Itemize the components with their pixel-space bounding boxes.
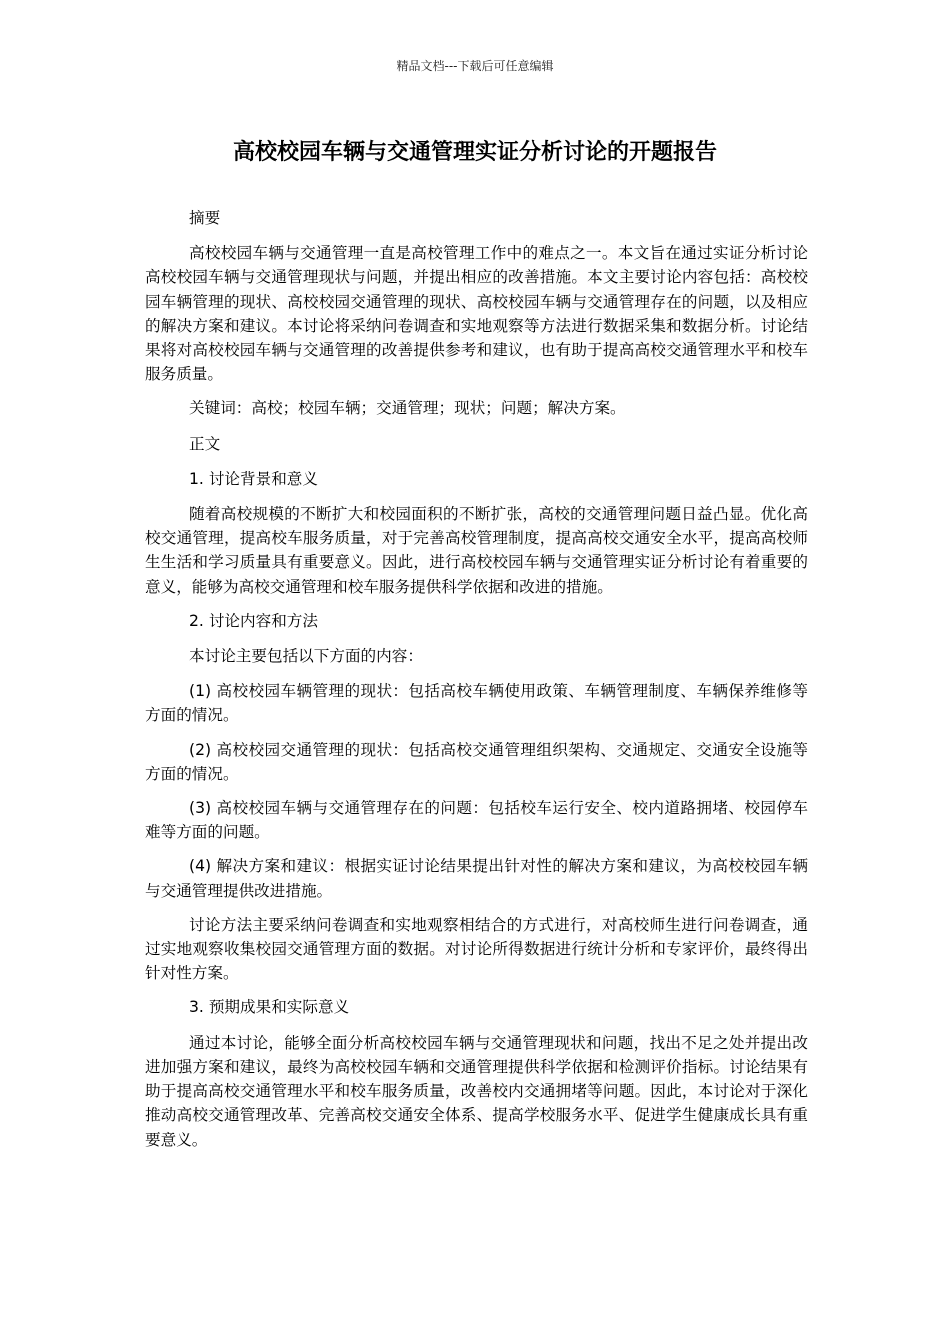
document-body [145, 206, 808, 1162]
section-2-intro: 本讨论主要包括以下方面的内容： [189, 647, 423, 666]
abstract-heading: 摘要 [189, 209, 221, 227]
section-1-paragraph: 随着高校规模的不断扩大和校园面积的不断扩张，高校的交通管理问题日益凸显。优化高校交通管理，提高校车服务质量，对于完善高校管理制度，提高高校交通安全水平，提高高校师生生活和学习质量具有重要意义。因此，进行高校校园车辆与交通管理实证分析讨论有着重要的意义，能够为高校交通管理和校车服务提供科学依据和改进的措施。 [145, 505, 808, 596]
section-3-paragraph: 通过本讨论，能够全面分析高校校园车辆与交通管理现状和问题，找出不足之处并提出改进加强方案和建议，最终为高校校园车辆和交通管理提供科学依据和检测评价指标。讨论结果有助于提高高校交通管理水平和校车服务质量，改善校内交通拥堵等问题。因此，本讨论对于深化推动高校交通管理改革、完善高校交通安全体系、提高学校服务水平、促进学生健康成长具有重要意义。 [145, 1033, 808, 1149]
section-2-item-3: (3) 高校校园车辆与交通管理存在的问题：包括校车运行安全、校内道路拥堵、校园停车难等方面的问题。 [145, 799, 808, 842]
section-2-heading: 2. 讨论内容和方法 [189, 611, 318, 630]
body-heading: 正文 [189, 434, 221, 453]
header-note: 精品文档---下载后可任意编辑 [396, 59, 554, 73]
keywords-line: 关键词：高校；校园车辆；交通管理；现状；问题；解决方案。 [189, 399, 626, 418]
section-1-heading: 1. 讨论背景和意义 [189, 469, 318, 488]
abstract-paragraph: 高校校园车辆与交通管理一直是高校管理工作中的难点之一。本文旨在通过实证分析讨论高校校园车辆与交通管理现状与问题，并提出相应的改善措施。本文主要讨论内容包括：高校校园车辆管理的现状、高校校园交通管理的现状、高校校园车辆与交通管理存在的问题，以及相应的解决方案和建议。本讨论将采纳问卷调查和实地观察等方法进行数据采集和数据分析。讨论结果将对高校校园车辆与交通管理的改善提供参考和建议，也有助于提高高校交通管理水平和校车服务质量。 [145, 244, 808, 384]
section-2-item-1: (1) 高校校园车辆管理的现状：包括高校车辆使用政策、车辆管理制度、车辆保养维修等方面的情况。 [145, 682, 808, 725]
section-2-method: 讨论方法主要采纳问卷调查和实地观察相结合的方式进行，对高校师生进行问卷调查，通过实地观察收集校园交通管理方面的数据。对讨论所得数据进行统计分析和专家评价，最终得出针对性方案。 [145, 915, 808, 983]
section-3-heading: 3. 预期成果和实际意义 [189, 998, 350, 1017]
document-title: 高校校园车辆与交通管理实证分析讨论的开题报告 [232, 140, 717, 165]
section-2-item-2: (2) 高校校园交通管理的现状：包括高校交通管理组织架构、交通规定、交通安全设施等方面的情况。 [145, 740, 808, 783]
section-2-item-4: (4) 解决方案和建议：根据实证讨论结果提出针对性的解决方案和建议，为高校校园车辆与交通管理提供改进措施。 [145, 857, 808, 900]
